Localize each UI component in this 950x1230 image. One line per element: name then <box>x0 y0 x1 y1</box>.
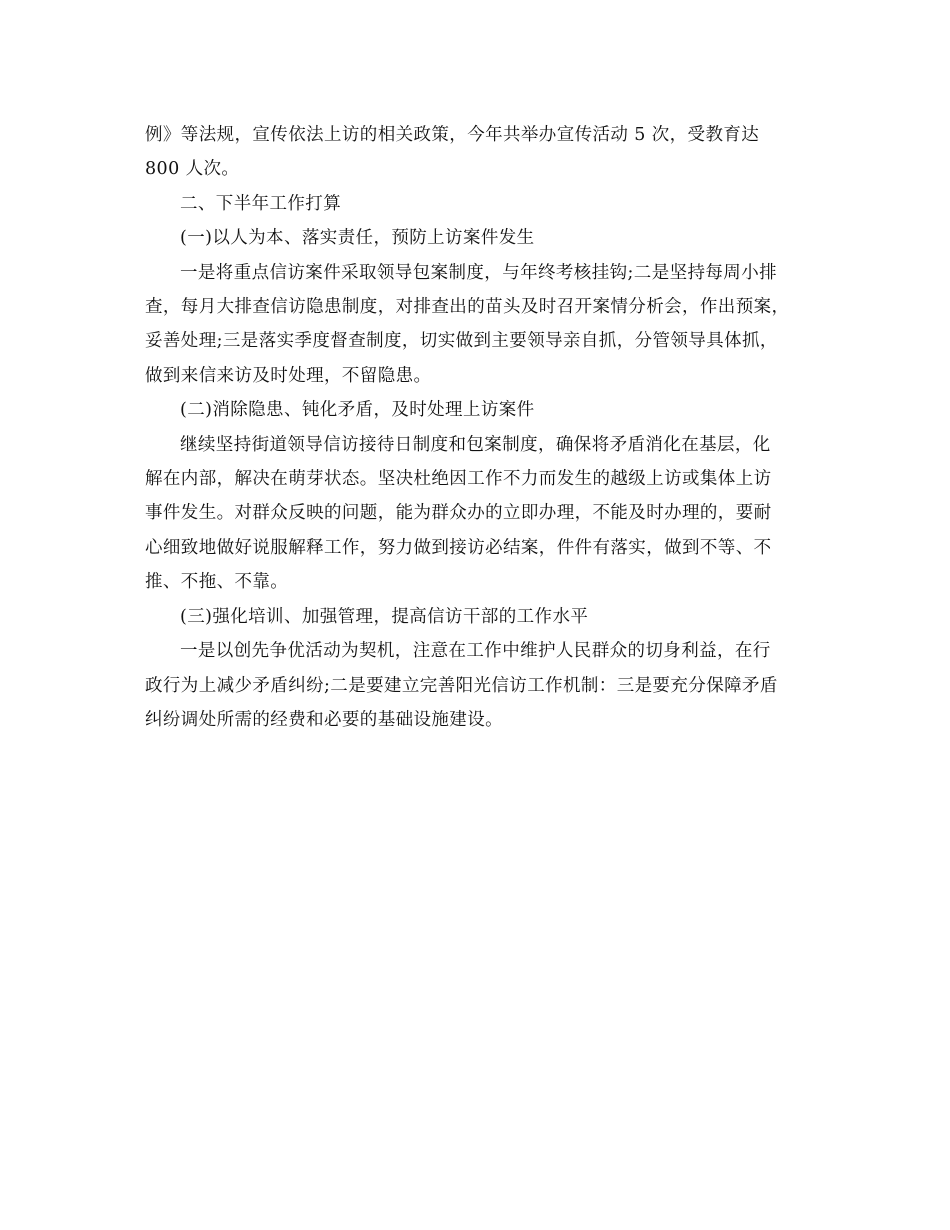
paragraph-line: 800 人次。 <box>145 159 240 180</box>
paragraph-line: 妥善处理;三是落实季度督查制度，切实做到主要领导亲自抓，分管领导具体抓， <box>145 331 778 352</box>
paragraph-line: 政行为上减少矛盾纠纷;二是要建立完善阳光信访工作机制：三是要充分保障矛盾 <box>145 675 778 696</box>
subsection-3-paragraph <box>145 634 807 737</box>
subsection-1-paragraph <box>145 256 807 394</box>
subsection-heading-1: (一)以人为本、落实责任，预防上访案件发生 <box>180 228 535 249</box>
paragraph-line: 心细致地做好说服解释工作，努力做到接访必结案，件件有落实，做到不等、不 <box>145 537 772 558</box>
paragraph-line: 推、不拖、不靠。 <box>145 572 289 593</box>
paragraph-line: 做到来信来访及时处理，不留隐患。 <box>145 365 432 386</box>
subsection-heading-2: (二)消除隐患、钝化矛盾，及时处理上访案件 <box>180 400 535 421</box>
paragraph-line: 继续坚持街道领导信访接待日制度和包案制度，确保将矛盾消化在基层，化 <box>180 434 771 455</box>
subsection-heading-3: (三)强化培训、加强管理，提高信访干部的工作水平 <box>180 606 589 627</box>
paragraph-line: 解在内部，解决在萌芽状态。坚决杜绝因工作不力而发生的越级上访或集体上访 <box>145 469 772 490</box>
paragraph-line: 纠纷调处所需的经费和必要的基础设施建设。 <box>145 709 503 730</box>
paragraph-line: 一是将重点信访案件采取领导包案制度，与年终考核挂钩;二是坚持每周小排 <box>180 262 777 283</box>
subsection-2-paragraph <box>145 428 807 600</box>
section-heading: 二、下半年工作打算 <box>180 193 342 214</box>
paragraph-line: 事件发生。对群众反映的问题，能为群众办的立即办理，不能及时办理的，要耐 <box>145 503 772 524</box>
paragraph-line: 查，每月大排查信访隐患制度，对排查出的苗头及时召开案情分析会，作出预案， <box>145 297 790 318</box>
continuation-paragraph <box>145 118 807 187</box>
document-page <box>145 118 807 737</box>
paragraph-line: 例》等法规，宣传依法上访的相关政策，今年共举办宣传活动 5 次，受教育达 <box>145 125 760 145</box>
paragraph-line: 一是以创先争优活动为契机，注意在工作中维护人民群众的切身利益，在行 <box>180 641 771 662</box>
